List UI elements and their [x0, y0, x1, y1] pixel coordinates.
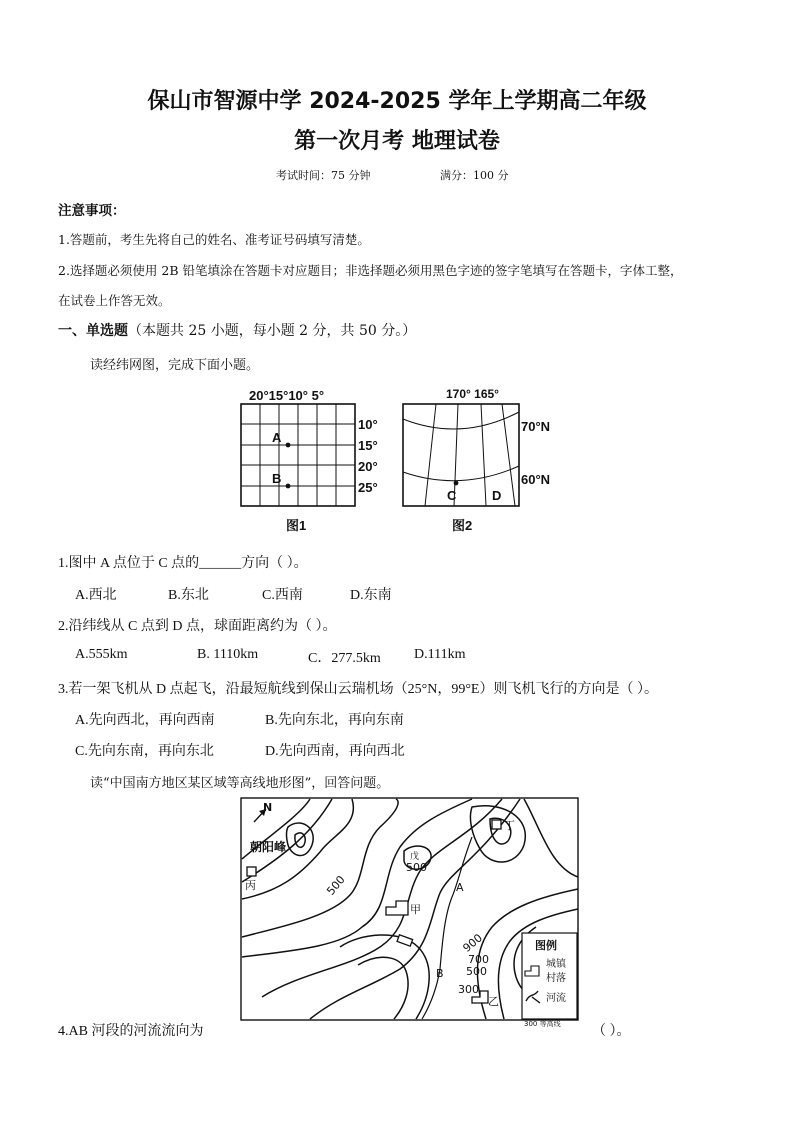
notice-item-2-cont: 在试卷上作答无效。 [58, 293, 171, 308]
section-desc: （本题共 25 小题，每小题 2 分，共 50 分。） [128, 323, 417, 339]
exam-title-line1: 保山市智源中学 2024-2025 学年上学期高二年级 [147, 89, 647, 114]
question-4-blank: （ ）。 [592, 1024, 631, 1039]
point-a-label: A [456, 881, 464, 894]
figure1-lat-15: 15° [358, 438, 378, 453]
figure1-point-a-label: A [272, 430, 282, 445]
q2-option-b: B. 1110km [197, 647, 259, 662]
town-jia-label: 甲 [410, 903, 421, 916]
figure1-point-b-dot [286, 484, 291, 489]
contour-label-500: 500 [324, 873, 348, 898]
figure1-longitude-labels: 20°15°10° 5° [249, 388, 325, 403]
q3-option-b: B.先向东北，再向东南 [265, 713, 404, 728]
figure2-point-c-label: C [447, 488, 457, 503]
legend-contour: 300 等高线 [524, 1020, 561, 1028]
notice-item-2: 2.选择题必须使用 2B 铅笔填涂在答题卡对应题目；非选择题必须用黑色字迹的签字笔填写在答题卡，字体工整， [58, 263, 683, 278]
figure2-point-d-label: D [492, 488, 502, 503]
section-intro: 读经纬网图，完成下面小题。 [90, 358, 260, 373]
figure1-lat-10: 10° [358, 417, 378, 432]
figure1-lat-25: 25° [358, 480, 378, 495]
figure2-lat-60n: 60°N [521, 472, 551, 487]
north-label: N [263, 801, 273, 814]
notice-item-1: 1.答题前，考生先将自己的姓名、准考证号码填写清楚。 [58, 232, 370, 247]
exam-score: 满分：100 分 [440, 169, 509, 182]
village-ding-label: 丁 [504, 819, 515, 832]
q3-option-d: D.先向西南，再向西北 [265, 744, 405, 759]
q3-option-c: C.先向东南，再向东北 [75, 744, 214, 759]
wu-label: 戊 [410, 852, 420, 862]
village-ding-icon [492, 820, 501, 829]
legend-river: 河流 [546, 993, 566, 1004]
contour-map [240, 797, 580, 1032]
peak-label: 朝阳峰 [250, 840, 287, 854]
q1-option-d: D.东南 [350, 588, 392, 603]
figure2-grid [403, 387, 550, 533]
q1-option-a: A.西北 [75, 588, 117, 603]
question-1: 1.图中 A 点位于 C 点的______方向（ ）。 [58, 556, 308, 571]
section-heading: 一、单选题 [58, 323, 128, 339]
figure1-point-b-label: B [272, 471, 282, 486]
town-yi-label: 乙 [488, 995, 499, 1008]
notice-heading: 注意事项： [58, 203, 126, 219]
figure1-lat-20: 20° [358, 459, 378, 474]
legend-town: 城镇 [546, 959, 566, 970]
figure2-longitude-labels: 170° 165° [446, 387, 499, 401]
q3-option-a: A.先向西北，再向西南 [75, 713, 215, 728]
point-b-label: B [436, 967, 444, 980]
question-2: 2.沿纬线从 C 点到 D 点，球面距离约为（ ）。 [58, 619, 337, 634]
wu-elevation-label: 500 [406, 861, 427, 874]
contour-label-500b: 500 [466, 965, 487, 978]
contour-map-intro: 读“中国南方地区某区域等高线地形图”，回答问题。 [90, 776, 390, 791]
q2-option-d: D.111km [414, 647, 466, 662]
contour-label-300: 300 [458, 983, 479, 996]
q1-option-c: C.西南 [262, 588, 303, 603]
contour-label-900: 900 [460, 931, 485, 955]
village-bing-label: 丙 [245, 879, 256, 892]
map-legend [522, 933, 577, 1028]
contour-label-700: 700 [468, 953, 489, 966]
figure2-caption: 图2 [452, 518, 473, 533]
question-4: 4.AB 河段的河流流向为 [58, 1024, 204, 1039]
graticule-figures [236, 384, 566, 538]
question-3: 3.若一架飞机从 D 点起飞，沿最短航线到保山云瑞机场（25°N，99°E）则飞机飞行的方向是（ ）。 [58, 682, 658, 697]
exam-time: 考试时间：75 分钟 [276, 169, 371, 182]
legend-title: 图例 [535, 939, 557, 952]
legend-village: 村落 [546, 973, 566, 984]
figure1-point-a-dot [286, 443, 291, 448]
q1-option-b: B.东北 [168, 588, 209, 603]
q2-option-c: C．277.5km [308, 651, 381, 666]
figure2-point-c-dot [454, 481, 459, 486]
figure1-caption: 图1 [286, 518, 307, 533]
q2-option-a: A.555km [75, 647, 128, 662]
figure1-grid [241, 388, 378, 533]
village-bing-icon [247, 867, 256, 876]
exam-title-line2: 第一次月考 地理试卷 [294, 129, 500, 154]
figure2-lat-70n: 70°N [521, 419, 551, 434]
